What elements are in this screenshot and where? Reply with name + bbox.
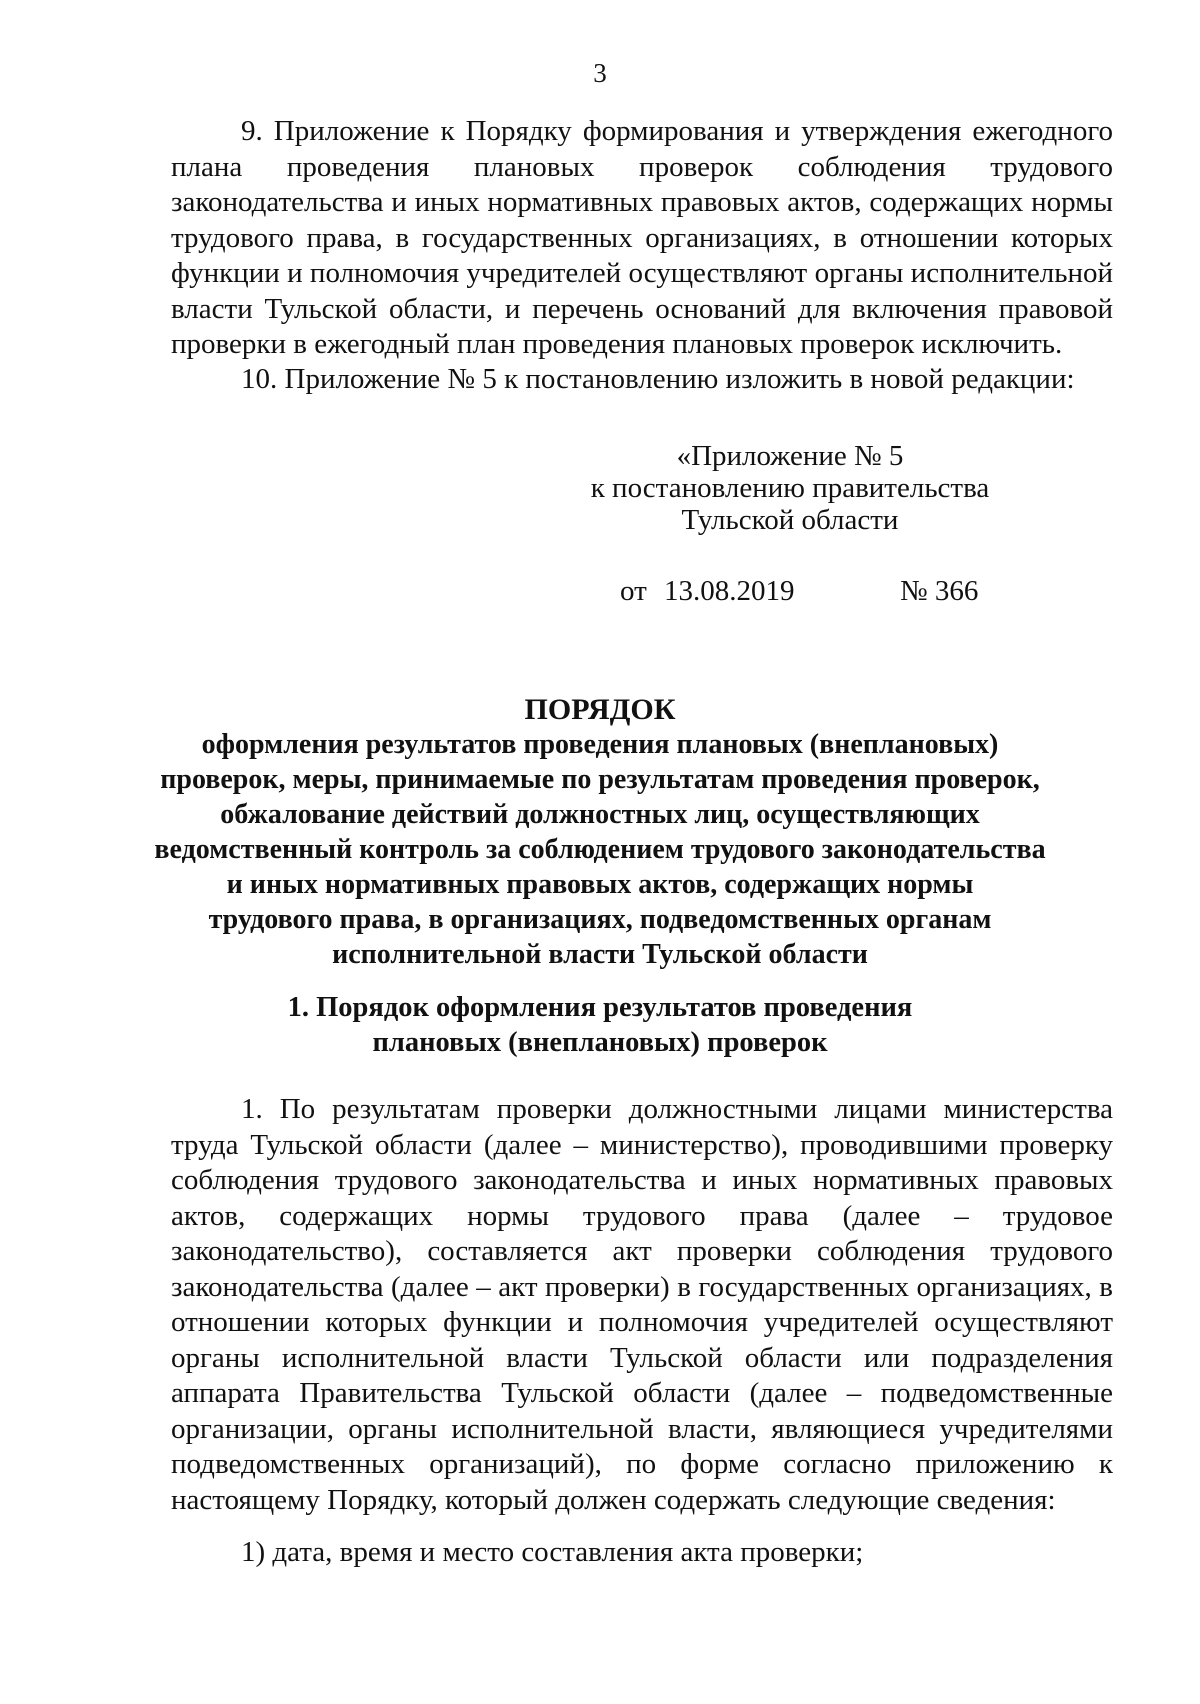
title-line: обжалование действий должностных лиц, осуществляющих bbox=[220, 799, 980, 830]
paragraph-9: 9. Приложение к Порядку формирования и утверждения ежегодного плана проведения плановых проверок соблюдения трудового законодательства и иных нормативных правовых актов, содержащих нормы трудового права, в государственных организациях, в отношении которых функции и полномочия учредителей осуществляют органы исполнительной власти Тульской области, и перечень оснований для включения правовой проверки в ежегодный план проведения плановых проверок исключить. bbox=[171, 115, 1113, 360]
paragraph-10: 10. Приложение № 5 к постановлению изложить в новой редакции: bbox=[241, 363, 1075, 395]
title-line: трудового права, в организациях, подведомственных органам bbox=[208, 904, 992, 935]
date-value: 13.08.2019 bbox=[664, 575, 795, 607]
appendix-region: Тульской области bbox=[681, 504, 899, 536]
appendix-title: «Приложение № 5 bbox=[676, 440, 904, 472]
section-heading-line: плановых (внеплановых) проверок bbox=[372, 1027, 828, 1058]
appendix-header bbox=[560, 440, 1020, 536]
title-line: и иных нормативных правовых актов, содержащих нормы bbox=[226, 869, 974, 900]
document-number: № 366 bbox=[900, 575, 979, 607]
appendix-date-line bbox=[620, 575, 979, 608]
title-line: исполнительной власти Тульской области bbox=[332, 939, 868, 970]
title-line: проверок, меры, принимаемые по результатам проведения проверок, bbox=[160, 764, 1040, 795]
section-1-paragraph-1: 1. По результатам проверки должностными лицами министерства труда Тульской области (далее – министерство), проводившими проверку соблюдения трудового законодательства и иных нормативных правовых актов, содержащих нормы трудового права (далее – трудовое законодательство), составляется акт проверки соблюдения трудового законодательства (далее – акт проверки) в государственных организациях, в отношении которых функции и полномочия учредителей осуществляют органы исполнительной власти Тульской области или подразделения аппарата Правительства Тульской области (далее – подведомственные организации, органы исполнительной власти, являющиеся учредителями подведомственных организаций), по форме согласно приложению к настоящему Порядку, который должен содержать следующие сведения: bbox=[171, 1093, 1113, 1516]
section-heading-line: 1. Порядок оформления результатов проведения bbox=[287, 992, 913, 1023]
list-item-1: 1) дата, время и место составления акта проверки; bbox=[241, 1536, 864, 1568]
title-main: ПОРЯДОК bbox=[524, 693, 676, 726]
page-number: 3 bbox=[593, 58, 607, 88]
title-line: оформления результатов проведения плановых (внеплановых) bbox=[201, 729, 999, 760]
document-title bbox=[150, 692, 1050, 972]
date-prefix: от bbox=[620, 575, 647, 607]
appendix-subtitle: к постановлению правительства bbox=[590, 472, 990, 504]
title-line: ведомственный контроль за соблюдением трудового законодательства bbox=[154, 834, 1046, 865]
section-1-heading bbox=[150, 990, 1050, 1060]
